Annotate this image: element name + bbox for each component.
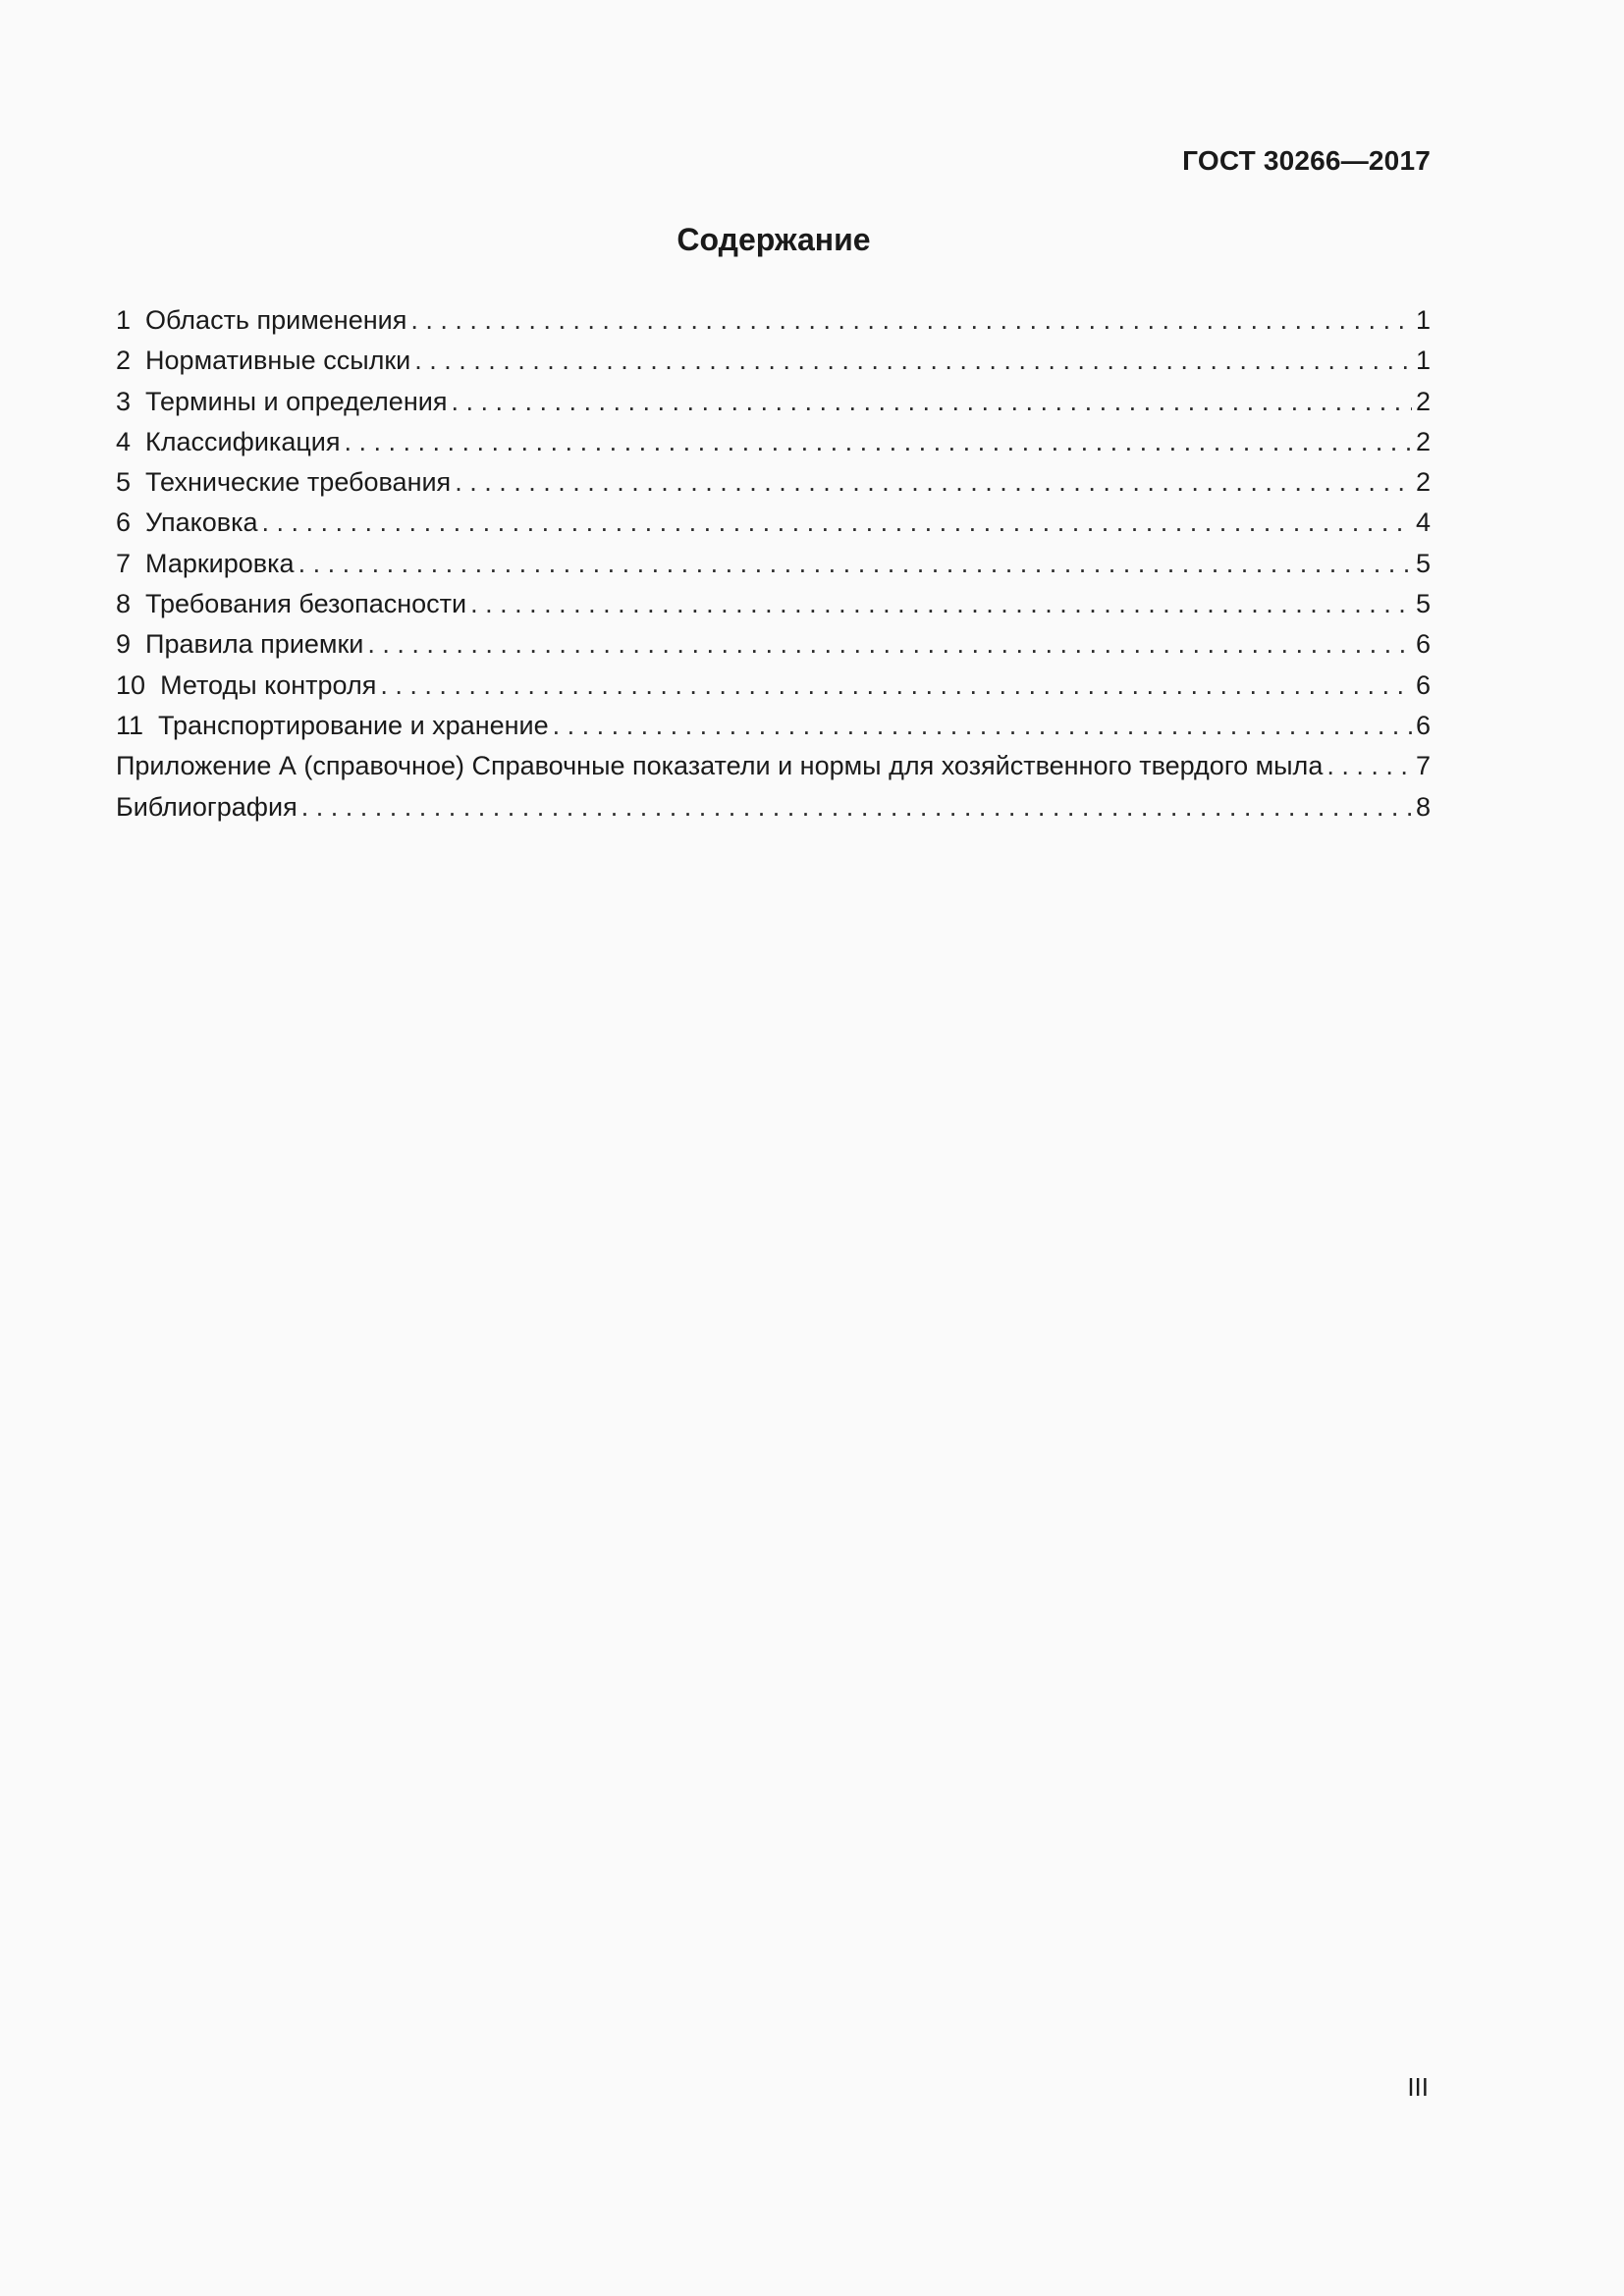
toc-leader-dots xyxy=(367,624,1412,665)
toc-leader-dots xyxy=(345,422,1412,462)
page-number: III xyxy=(1407,2072,1429,2102)
toc-entry-page: 1 xyxy=(1415,346,1431,376)
toc-entry-label: Методы контроля xyxy=(160,669,377,700)
toc-entry-page: 2 xyxy=(1415,467,1431,498)
toc-entry-label: Термины и определения xyxy=(145,386,448,416)
toc-entry-label: Область применения xyxy=(145,305,407,335)
toc-title: Содержание xyxy=(677,222,871,257)
toc-entry-label: Требования безопасности xyxy=(145,589,467,619)
toc-leader-dots xyxy=(262,503,1412,543)
toc-entry-9[interactable] xyxy=(116,624,1431,665)
toc-entry-number: 11 xyxy=(116,710,144,740)
toc-entry-number: 4 xyxy=(116,426,132,456)
toc-entry-page: 8 xyxy=(1415,791,1431,822)
toc-entry-8[interactable] xyxy=(116,584,1431,624)
toc-entry-label: Нормативные ссылки xyxy=(145,346,411,376)
toc-entry-page: 5 xyxy=(1415,589,1431,619)
toc-entry-page: 5 xyxy=(1415,548,1431,578)
document-code: ГОСТ 30266—2017 xyxy=(1182,145,1431,176)
toc-entry-label: Приложение А (справочное) Справочные показатели и нормы для хозяйственного твердого мыла xyxy=(116,751,1324,781)
toc-leader-dots xyxy=(380,666,1412,706)
toc-entry-3[interactable] xyxy=(116,382,1431,422)
toc-leader-dots xyxy=(455,462,1412,503)
toc-entry-page: 2 xyxy=(1415,426,1431,456)
toc-entry-number: 9 xyxy=(116,629,132,660)
toc-leader-dots xyxy=(298,544,1412,584)
toc-entry-number: 7 xyxy=(116,548,132,578)
toc-leader-dots xyxy=(410,300,1412,341)
toc-entry-page: 7 xyxy=(1415,751,1431,781)
toc-entry-7[interactable] xyxy=(116,544,1431,584)
toc-entry-label: Маркировка xyxy=(145,548,295,578)
toc-leader-dots xyxy=(470,584,1412,624)
toc-entry-number: 10 xyxy=(116,669,146,700)
toc-leader-dots xyxy=(451,382,1412,422)
toc-entry-label: Транспортирование и хранение xyxy=(158,710,549,740)
toc-leader-dots xyxy=(553,706,1412,746)
toc-entry-page: 6 xyxy=(1415,710,1431,740)
toc-leader-dots xyxy=(414,341,1412,381)
toc-entry-bibliography[interactable] xyxy=(116,787,1431,828)
toc-entry-page: 2 xyxy=(1415,386,1431,416)
toc-entry-1[interactable] xyxy=(116,300,1431,341)
toc-entry-number: 1 xyxy=(116,305,132,335)
toc-leader-dots xyxy=(1326,746,1412,786)
toc-entry-label: Упаковка xyxy=(145,507,258,538)
toc-entry-number: 3 xyxy=(116,386,132,416)
toc-entry-6[interactable] xyxy=(116,503,1431,543)
toc-entry-2[interactable] xyxy=(116,341,1431,381)
toc-entry-label: Технические требования xyxy=(145,467,452,498)
toc-entry-page: 4 xyxy=(1415,507,1431,538)
toc-entry-number: 6 xyxy=(116,507,132,538)
toc-entry-number: 5 xyxy=(116,467,132,498)
toc-entry-4[interactable] xyxy=(116,422,1431,462)
toc-entry-label: Правила приемки xyxy=(145,629,364,660)
toc-entry-11[interactable] xyxy=(116,706,1431,746)
toc-entry-page: 1 xyxy=(1415,305,1431,335)
toc-entry-number: 8 xyxy=(116,589,132,619)
toc-entry-number: 2 xyxy=(116,346,132,376)
toc-entry-label: Классификация xyxy=(145,426,341,456)
toc-entry-appendix-a[interactable] xyxy=(116,746,1431,786)
toc-entry-label: Библиография xyxy=(116,791,298,822)
table-of-contents xyxy=(116,300,1431,828)
toc-entry-10[interactable] xyxy=(116,666,1431,706)
toc-leader-dots xyxy=(301,787,1412,828)
toc-entry-page: 6 xyxy=(1415,629,1431,660)
toc-entry-5[interactable] xyxy=(116,462,1431,503)
toc-entry-page: 6 xyxy=(1415,669,1431,700)
